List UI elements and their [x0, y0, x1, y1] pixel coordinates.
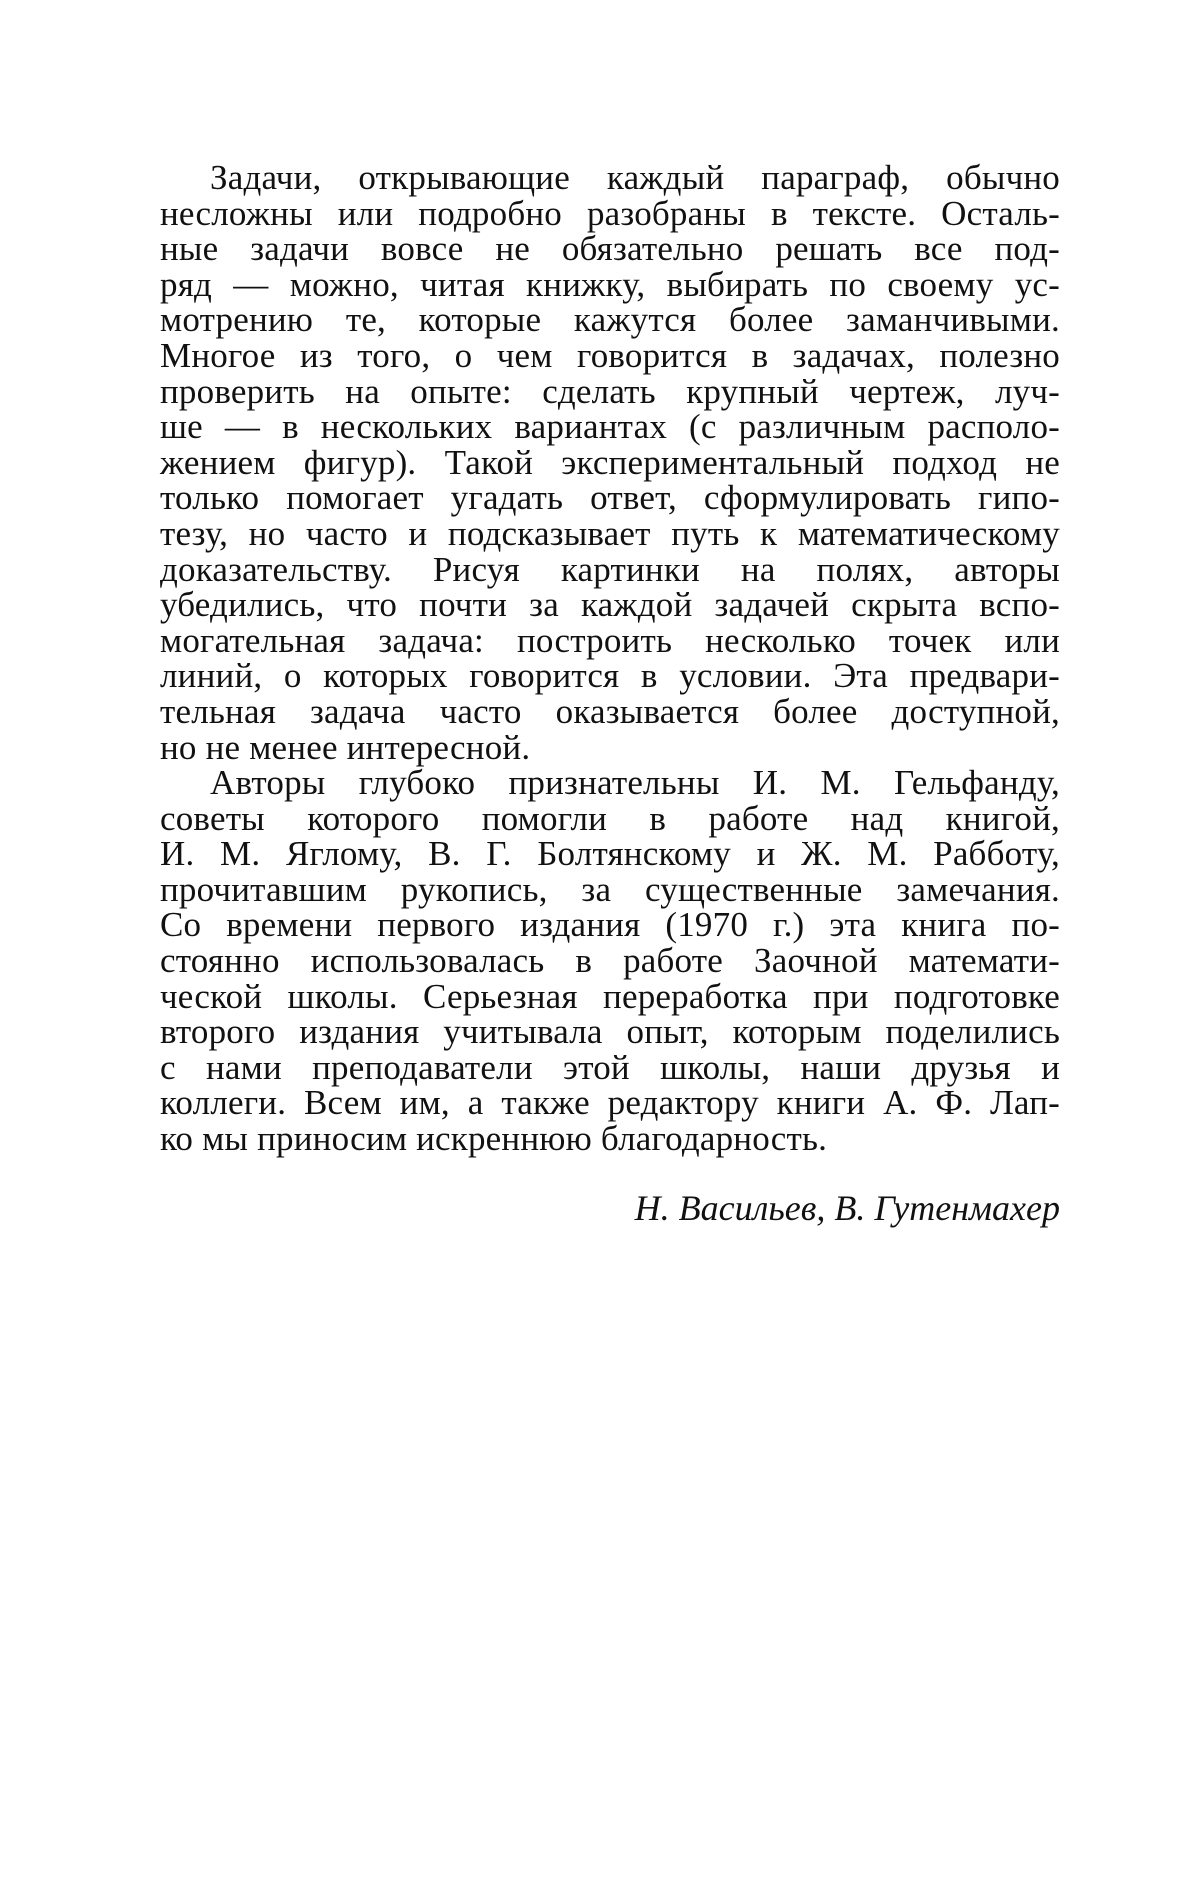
text-line: линий, о которых говорится в условии. Эта предвари- [160, 656, 1060, 696]
main-text [160, 160, 1060, 1157]
text-line: прочитавшим рукопись, за существенные замечания. [160, 869, 1060, 909]
text-line: коллеги. Всем им, а также редактору книги А. Ф. Лап- [160, 1083, 1060, 1123]
text-line: Задачи, открывающие каждый параграф, обычно [210, 158, 1060, 197]
text-line: Многое из того, о чем говорится в задачах, полезно [160, 335, 1060, 375]
text-line: только помогает угадать ответ, сформулировать гипо- [160, 478, 1060, 518]
text-line: мотрению те, которые кажутся более заманчивыми. [160, 300, 1060, 340]
text-line: советы которого помогли в работе над книгой, [160, 798, 1060, 838]
text-line: И. М. Яглому, В. Г. Болтянскому и Ж. М. Рабботу, [160, 834, 1060, 874]
text-line: Со времени первого издания (1970 г.) эта книга по- [160, 905, 1060, 945]
text-line: но не менее интересной. [160, 727, 531, 767]
text-line: с нами преподаватели этой школы, наши друзья и [160, 1047, 1060, 1087]
text-line: тезу, но часто и подсказывает путь к математическому [160, 513, 1060, 553]
text-line: ческой школы. Серьезная переработка при подготовке [160, 976, 1060, 1016]
text-line: несложны или подробно разобраны в тексте. Осталь- [160, 193, 1060, 233]
text-line: доказательству. Рисуя картинки на полях, авторы [160, 549, 1060, 589]
text-line: жением фигур). Такой экспериментальный подход не [160, 442, 1060, 482]
text-line: тельная задача часто оказывается более доступной, [160, 691, 1060, 731]
text-line: второго издания учитывала опыт, которым поделились [160, 1012, 1060, 1052]
text-line: ко мы приносим искреннюю благодарность. [160, 1119, 828, 1159]
text-line: могательная задача: построить несколько точек или [160, 620, 1060, 660]
text-line: убедились, что почти за каждой задачей скрыта вспо- [160, 585, 1060, 625]
paragraph-acknowledgements [160, 765, 1060, 1157]
paragraph-intro [160, 160, 1060, 765]
text-line: ше — в нескольких вариантах (с различным располо- [160, 407, 1060, 447]
author-signature: Н. Васильев, В. Гутенмахер [634, 1188, 1060, 1228]
text-line: ряд — можно, читая книжку, выбирать по своему ус- [160, 264, 1060, 304]
text-line: проверить на опыте: сделать крупный чертеж, луч- [160, 371, 1060, 411]
text-line: стоянно использовалась в работе Заочной математи- [160, 941, 1060, 981]
text-line: Авторы глубоко признательны И. М. Гельфанду, [210, 763, 1060, 803]
text-line: ные задачи вовсе не обязательно решать все под- [160, 229, 1060, 269]
